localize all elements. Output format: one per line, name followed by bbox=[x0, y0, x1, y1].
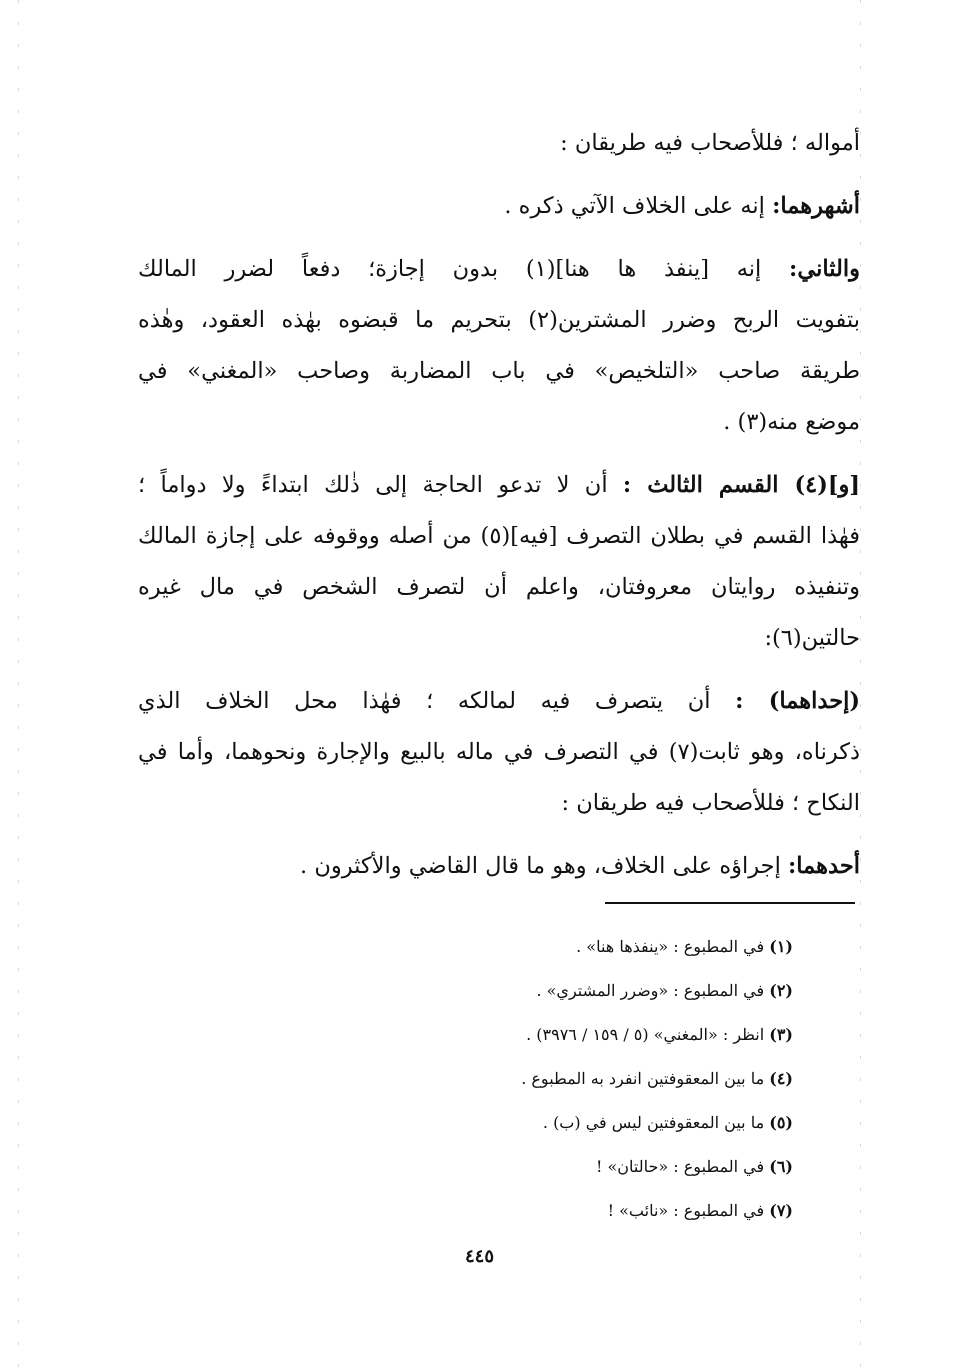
paragraph-label: (إحداهما) : bbox=[735, 688, 860, 714]
paragraph-label: أشهرهما: bbox=[772, 193, 860, 219]
text-line: طريقة صاحب «التلخيص» في باب المضاربة وصاحب «المغني» في bbox=[138, 358, 860, 384]
paragraph-first-way: أحدهما: إجراؤه على الخلاف، وهو ما قال القاضي والأكثرون . bbox=[300, 853, 860, 879]
text-line: فهٰذا القسم في بطلان التصرف [فيه](٥) من أصله ووقوفه على إجازة المالك bbox=[138, 523, 861, 549]
text-line: أمواله ؛ فللأصحاب فيه طريقان : bbox=[560, 130, 860, 156]
footnote-item: (٥) ما بين المعقوفتين ليس في (ب) . bbox=[542, 1113, 793, 1132]
text-line: وتنفيذه روايتان معروفتان، واعلم أن لتصرف الشخص في مال غيره bbox=[138, 574, 860, 600]
footnote-item: (٢) في المطبوع : «وضرر المشتري» . bbox=[536, 981, 793, 1000]
paragraph-label: أحدهما: bbox=[787, 853, 860, 879]
scan-edge-right bbox=[860, 0, 861, 1372]
paragraph-first-method: أشهرهما: إنه على الخلاف الآتي ذكره . bbox=[504, 193, 860, 219]
scan-edge-left bbox=[18, 0, 19, 1372]
paragraph-second-method: والثاني: إنه [ينفذ ها هنا](١) بدون إجازة؛ دفعاً لضرر المالك bbox=[138, 256, 860, 282]
main-text bbox=[138, 118, 860, 892]
text-line: النكاح ؛ فللأصحاب فيه طريقان : bbox=[561, 790, 860, 816]
footnote-item: (٦) في المطبوع : «حالتان» ! bbox=[596, 1157, 793, 1176]
text-line: بتفويت الربح وضرر المشترين(٢) بتحريم ما قبضوه بهٰذه العقود، وهٰذه bbox=[138, 307, 860, 333]
paragraph-third-section: [و](٤) القسم الثالث : أن لا تدعو الحاجة إلى ذٰلك ابتداءً ولا دواماً ؛ bbox=[138, 472, 860, 498]
text-line: ذكرناه، وهو ثابت(٧) في التصرف في ماله بالبيع والإجارة ونحوهما، وأما في bbox=[138, 739, 860, 765]
paragraph-label: [و](٤) القسم الثالث : bbox=[622, 472, 860, 498]
footnote-item: (٣) انظر : «المغني» (٥ / ١٥٩ / ٣٩٧٦) . bbox=[526, 1025, 793, 1044]
footnote-item: (٤) ما بين المعقوفتين انفرد به المطبوع . bbox=[521, 1069, 793, 1088]
page-number: ٤٤٥ bbox=[464, 1246, 494, 1267]
footnote-item: (١) في المطبوع : «ينفذها هنا» . bbox=[576, 937, 793, 956]
text-line: موضع منه(٣) . bbox=[723, 409, 860, 435]
text-line: حالتين(٦): bbox=[764, 625, 860, 651]
paragraph-label: والثاني: bbox=[789, 256, 860, 282]
footnote-item: (٧) في المطبوع : «نائب» ! bbox=[607, 1201, 793, 1220]
paragraph-first-case: (إحداهما) : أن يتصرف فيه لمالكه ؛ فهٰذا محل الخلاف الذي bbox=[138, 688, 860, 714]
footnote-separator bbox=[605, 902, 855, 904]
footnotes bbox=[521, 925, 793, 1233]
